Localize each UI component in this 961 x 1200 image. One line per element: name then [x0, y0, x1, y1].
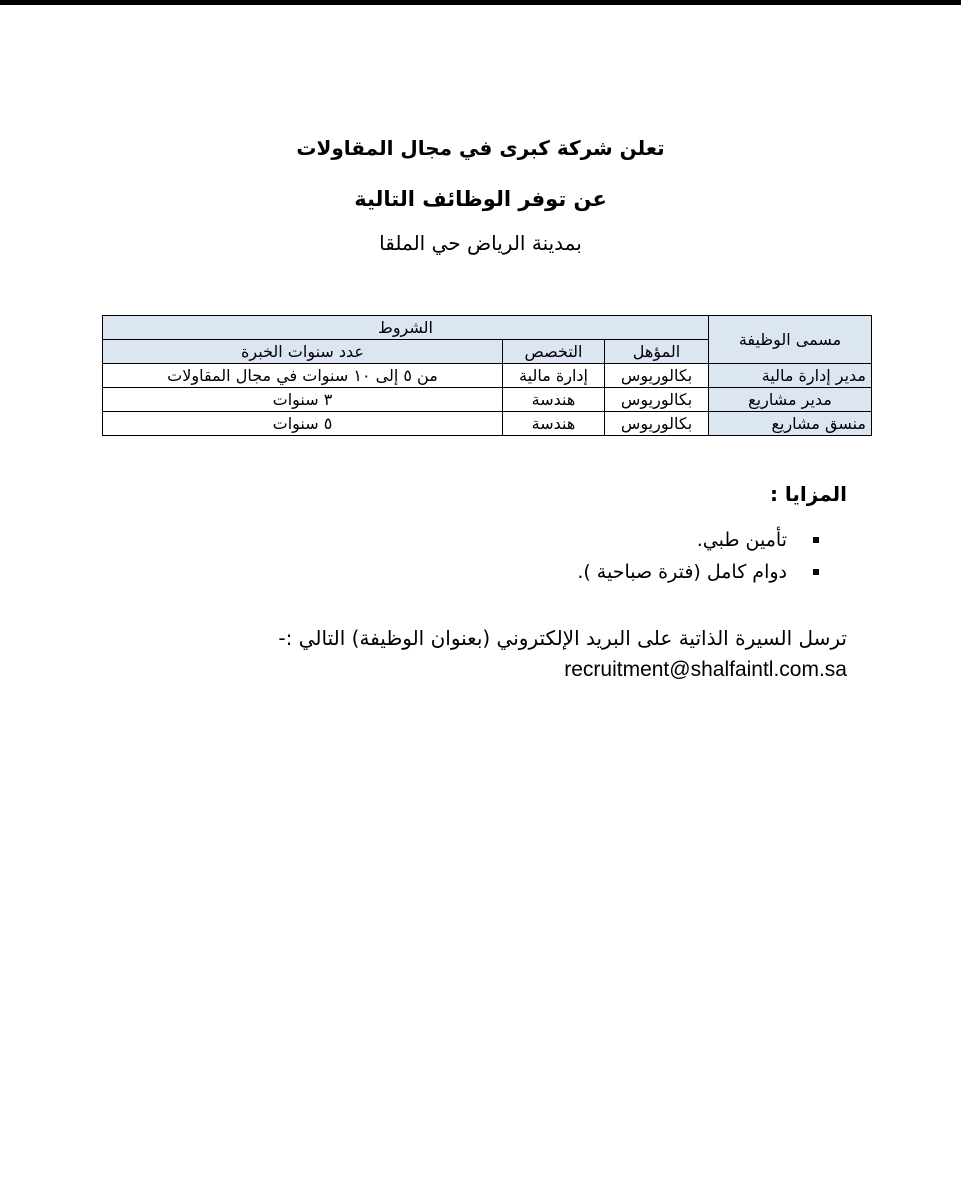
list-item [577, 524, 819, 556]
jobs-table [102, 315, 872, 436]
qualification-header: المؤهل [605, 340, 709, 364]
experience-cell: من ٥ إلى ١٠ سنوات في مجال المقاولات [103, 364, 503, 388]
cv-instruction: ترسل السيرة الذاتية على البريد الإلكتروني (بعنوان الوظيفة) التالي :- [278, 626, 847, 650]
announcement-title: تعلن شركة كبرى في مجال المقاولات [296, 136, 665, 160]
table-row [103, 412, 872, 436]
benefits-heading: المزايا : [769, 482, 847, 506]
experience-cell: ٣ سنوات [103, 388, 503, 412]
top-border [0, 0, 961, 5]
announcement-subtitle: عن توفر الوظائف التالية [354, 187, 607, 211]
conditions-header: الشروط [103, 316, 709, 340]
contact-email[interactable]: recruitment@shalfaintl.com.sa [564, 658, 847, 681]
experience-cell: ٥ سنوات [103, 412, 503, 436]
experience-header: عدد سنوات الخبرة [103, 340, 503, 364]
specialization-cell: إدارة مالية [503, 364, 605, 388]
job-title-cell: مدير مشاريع [709, 388, 872, 412]
square-bullet-icon [813, 569, 819, 575]
specialization-header: التخصص [503, 340, 605, 364]
table-row [103, 364, 872, 388]
location-line: بمدينة الرياض حي الملقا [379, 231, 582, 255]
list-item [577, 556, 819, 588]
qualification-cell: بكالوريوس [605, 412, 709, 436]
qualification-cell: بكالوريوس [605, 388, 709, 412]
specialization-cell: هندسة [503, 412, 605, 436]
square-bullet-icon [813, 537, 819, 543]
job-title-cell: منسق مشاريع [709, 412, 872, 436]
job-title-cell: مدير إدارة مالية [709, 364, 872, 388]
benefit-text: دوام كامل (فترة صباحية ). [577, 561, 787, 583]
job-title-header: مسمى الوظيفة [709, 316, 872, 364]
benefit-text: تأمين طبي. [696, 529, 787, 551]
table-row [103, 388, 872, 412]
specialization-cell: هندسة [503, 388, 605, 412]
benefits-list [577, 524, 819, 588]
qualification-cell: بكالوريوس [605, 364, 709, 388]
